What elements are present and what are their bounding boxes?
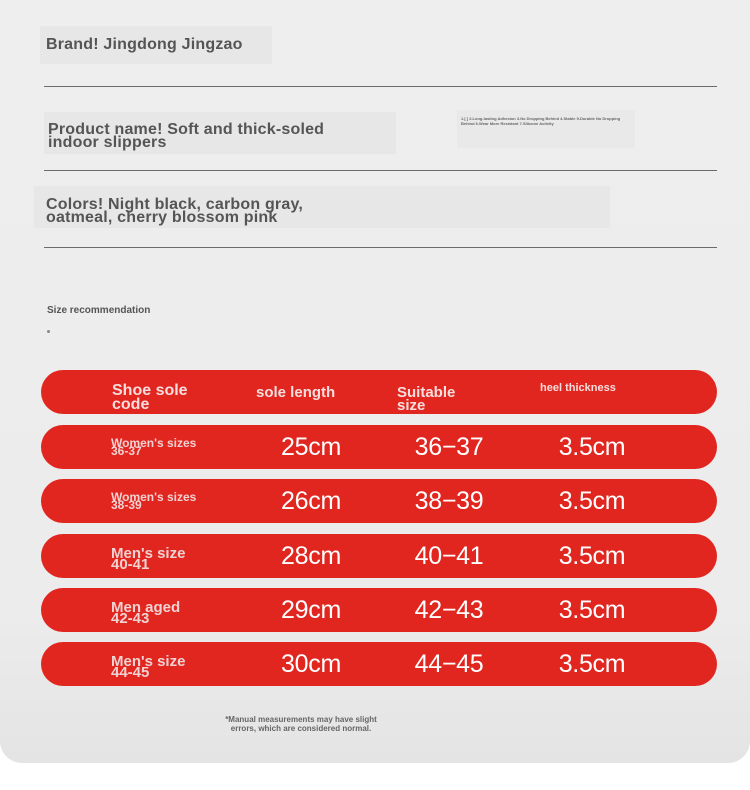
row-sole-length: 29cm [281, 595, 341, 624]
row-sole-length: 25cm [281, 432, 341, 461]
measurement-note: *Manual measurements may have slight errors, which are considered normal. [225, 715, 377, 733]
row-suitable-size: 36−37 [414, 432, 484, 461]
row-suitable-size: 38−39 [414, 486, 484, 515]
row-suitable-size: 42−43 [414, 595, 484, 624]
row-shoe-code: Women's sizes 38-39 [111, 490, 197, 512]
colors-label: Colors! Night black, carbon gray, oatmeal, cherry blossom pink [46, 196, 304, 226]
row-heel-thickness: 3.5cm [558, 541, 626, 570]
row-sole-length: 26cm [281, 486, 341, 515]
divider-colors [44, 247, 717, 248]
header-sole-length: sole length [256, 384, 336, 401]
bullet-dot [47, 330, 50, 333]
row-shoe-code: Men's size 40-41 [111, 545, 186, 573]
table-row [41, 425, 717, 469]
header-suitable-size: Suitable size [397, 384, 456, 414]
row-heel-thickness: 3.5cm [558, 486, 626, 515]
header-shoe-sole-code: Shoe sole code [112, 382, 188, 413]
table-row [41, 534, 717, 578]
row-shoe-code: Men aged 42-43 [111, 599, 181, 627]
divider-brand [44, 86, 717, 87]
row-suitable-size: 40−41 [414, 541, 484, 570]
divider-product [44, 170, 717, 171]
row-suitable-size: 44−45 [414, 649, 484, 678]
header-heel-thickness: heel thickness [540, 382, 616, 394]
table-header-row [41, 370, 717, 414]
product-name-label: Product name! Soft and thick-soled indoor slippers [48, 121, 325, 151]
row-heel-thickness: 3.5cm [558, 432, 626, 461]
row-sole-length: 30cm [281, 649, 341, 678]
table-row [41, 588, 717, 632]
table-row [41, 479, 717, 523]
table-row [41, 642, 717, 686]
size-recommendation-title: Size recommendation [47, 305, 151, 316]
row-heel-thickness: 3.5cm [558, 649, 626, 678]
brand-label: Brand! Jingdong Jingzao [46, 36, 243, 53]
features-text: 1.[ ] 2.Long-lasting Adhesion 3.No Dropping Behind 4.Stable 5.Durable No Dropping Behind 6.Wear More Resistant 7.Silicone Activity [461, 116, 621, 126]
row-shoe-code: Women's sizes 36-37 [111, 436, 197, 458]
row-sole-length: 28cm [281, 541, 341, 570]
row-heel-thickness: 3.5cm [558, 595, 626, 624]
row-shoe-code: Men's size 44-45 [111, 653, 186, 681]
